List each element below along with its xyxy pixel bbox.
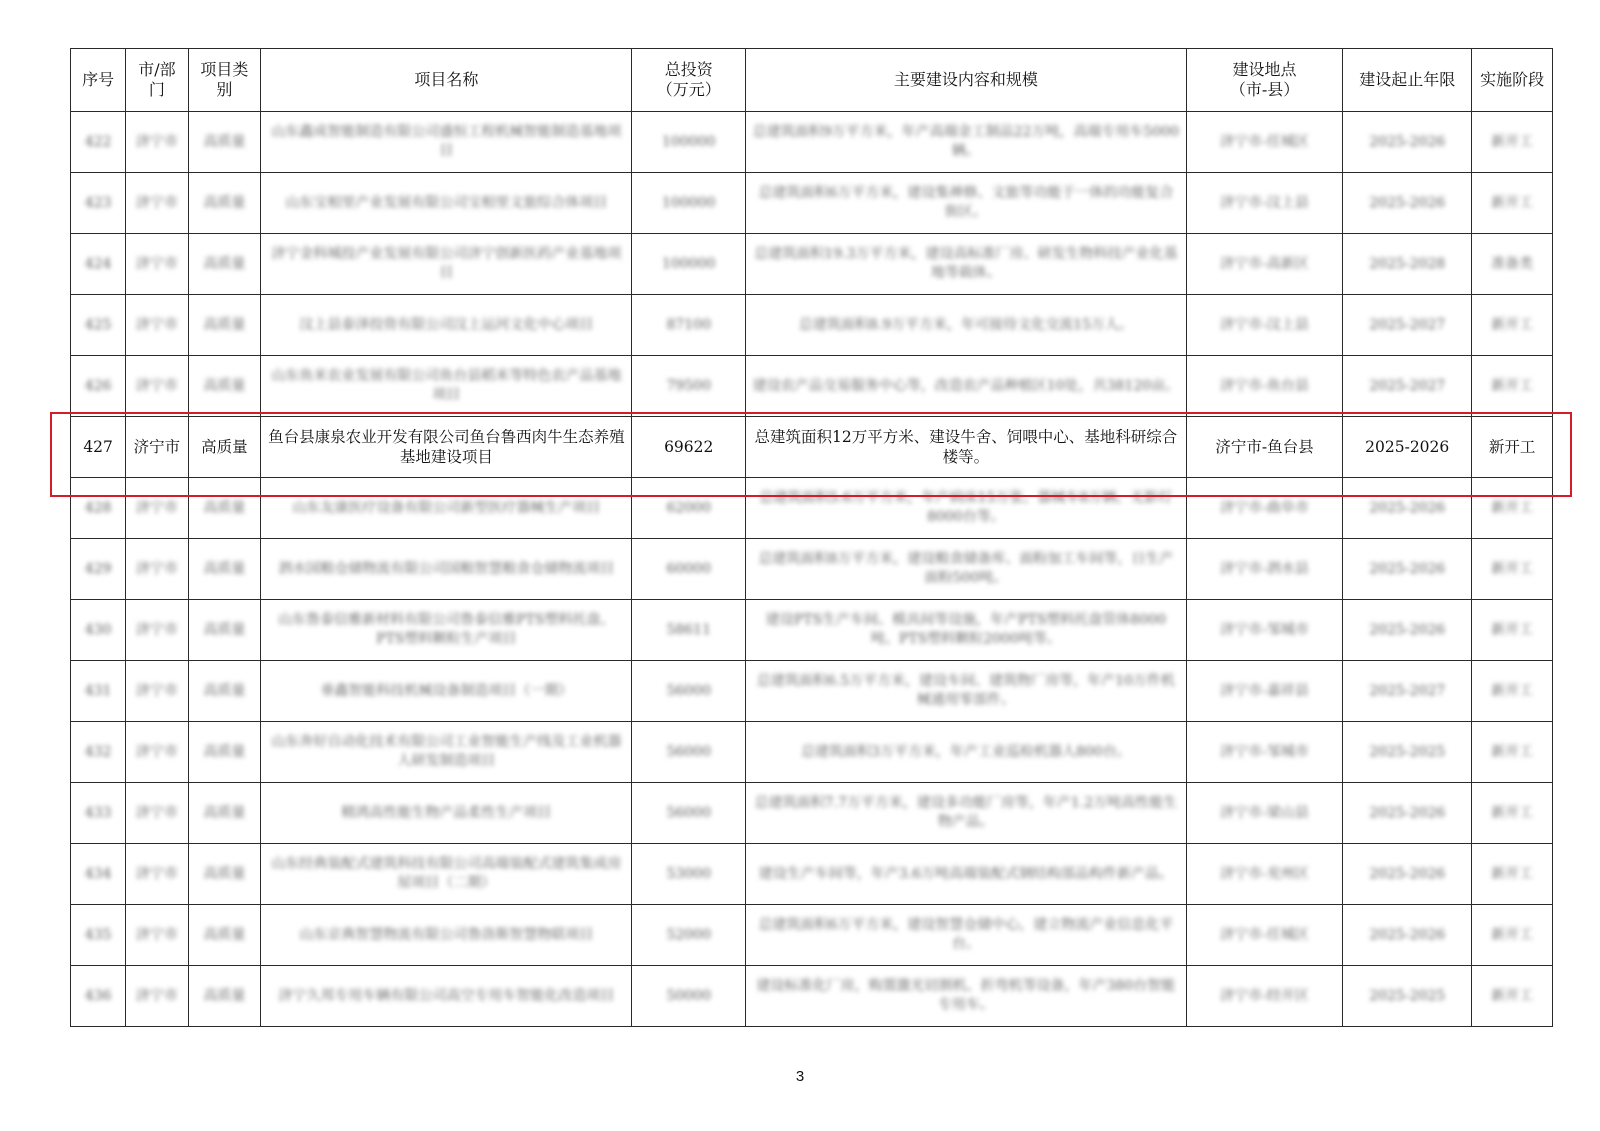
cell-investment bbox=[632, 600, 746, 661]
table-body bbox=[71, 112, 1553, 1027]
header-stage: 实施阶段 bbox=[1472, 49, 1553, 112]
cell-location-text: 济宁市-鱼台县 bbox=[1215, 438, 1314, 456]
cell-investment-text: 60000 bbox=[666, 560, 711, 577]
cell-stage-text: 新开工 bbox=[1491, 377, 1534, 394]
cell-investment-text: 62000 bbox=[666, 499, 711, 516]
cell-investment bbox=[632, 295, 746, 356]
cell-period bbox=[1343, 356, 1472, 417]
cell-category bbox=[188, 966, 261, 1027]
cell-stage-text: 新开工 bbox=[1491, 926, 1534, 943]
cell-seq bbox=[71, 966, 126, 1027]
cell-project-name-text: 山东宝相里产业发展有限公司宝相里文旅综合体项目 bbox=[285, 194, 608, 211]
table-row bbox=[71, 234, 1553, 295]
cell-project-name bbox=[261, 417, 632, 478]
cell-content-scale-text: 总建筑面积8万平方米，建设粮食储备库、面粉加工车间等，日生产面粉500吨。 bbox=[758, 551, 1174, 586]
cell-location bbox=[1186, 234, 1342, 295]
cell-location-text: 济宁市-高新区 bbox=[1220, 255, 1309, 272]
cell-stage bbox=[1472, 844, 1553, 905]
cell-content-scale-text: 总建筑面积3万平方米，年产工业巡检机器人800台。 bbox=[801, 743, 1131, 760]
cell-stage-text: 新开工 bbox=[1491, 621, 1534, 638]
cell-city-dept-text: 济宁市 bbox=[135, 865, 178, 882]
cell-investment bbox=[632, 478, 746, 539]
cell-investment bbox=[632, 722, 746, 783]
cell-content-scale-text: 建设农产品交易服务中心等，改造农产品种植区10处，共38120亩。 bbox=[752, 377, 1180, 394]
cell-stage-text: 新开工 bbox=[1491, 499, 1534, 516]
cell-city-dept bbox=[126, 722, 188, 783]
cell-category bbox=[188, 417, 261, 478]
cell-seq bbox=[71, 539, 126, 600]
cell-stage-text: 新开工 bbox=[1491, 865, 1534, 882]
cell-project-name-text: 山东京典智慧物流有限公司鲁洛斯智慧物联项目 bbox=[299, 926, 594, 943]
cell-location bbox=[1186, 539, 1342, 600]
cell-seq bbox=[71, 478, 126, 539]
cell-investment-text: 53000 bbox=[666, 865, 711, 882]
cell-category bbox=[188, 844, 261, 905]
cell-project-name-text: 济宁金科城投产业发展有限公司济宁创新医药产业基地项目 bbox=[271, 246, 622, 281]
cell-period-text: 2025-2026 bbox=[1369, 804, 1446, 821]
cell-investment-text: 69622 bbox=[664, 438, 714, 456]
cell-period-text: 2025-2026 bbox=[1369, 621, 1446, 638]
page-number: 3 bbox=[795, 1068, 805, 1085]
cell-period-text: 2025-2025 bbox=[1369, 743, 1446, 760]
cell-investment bbox=[632, 905, 746, 966]
cell-content-scale-text: 总建筑面积7.7万平方米，建设多功能厂房等，年产1.2万吨高性能生物产品。 bbox=[754, 795, 1178, 830]
cell-seq bbox=[71, 661, 126, 722]
cell-seq bbox=[71, 844, 126, 905]
cell-content-scale bbox=[745, 417, 1186, 478]
cell-category-text: 高质量 bbox=[203, 194, 246, 211]
cell-location bbox=[1186, 783, 1342, 844]
cell-period-text: 2025-2026 bbox=[1369, 194, 1446, 211]
cell-period bbox=[1343, 112, 1472, 173]
cell-investment-text: 100000 bbox=[662, 194, 716, 211]
cell-period bbox=[1343, 905, 1472, 966]
cell-city-dept-text: 济宁市 bbox=[135, 743, 178, 760]
cell-stage-text: 新开工 bbox=[1491, 987, 1534, 1004]
header-row bbox=[71, 49, 1553, 112]
cell-location-text: 济宁市-曲阜市 bbox=[1220, 499, 1309, 516]
cell-stage bbox=[1472, 783, 1553, 844]
cell-stage bbox=[1472, 600, 1553, 661]
cell-location bbox=[1186, 600, 1342, 661]
cell-category-text: 高质量 bbox=[203, 255, 246, 272]
cell-period-text: 2025-2026 bbox=[1369, 499, 1446, 516]
table-row bbox=[71, 722, 1553, 783]
cell-stage-text: 新开工 bbox=[1491, 682, 1534, 699]
cell-city-dept bbox=[126, 234, 188, 295]
cell-category-text: 高质量 bbox=[203, 926, 246, 943]
cell-period bbox=[1343, 417, 1472, 478]
cell-location bbox=[1186, 722, 1342, 783]
header-content-scale: 主要建设内容和规模 bbox=[745, 49, 1186, 112]
cell-project-name-text: 山东奔好自动化技术有限公司工业智能生产线及工业机器人研发制造项目 bbox=[271, 734, 622, 769]
table-row bbox=[71, 295, 1553, 356]
header-location: 建设地点 （市-县） bbox=[1186, 49, 1342, 112]
cell-location-text: 济宁市-邹城市 bbox=[1220, 743, 1309, 760]
cell-investment bbox=[632, 783, 746, 844]
cell-location-text: 济宁市-兖州区 bbox=[1220, 865, 1309, 882]
cell-city-dept bbox=[126, 661, 188, 722]
cell-location bbox=[1186, 356, 1342, 417]
table-row bbox=[71, 905, 1553, 966]
cell-seq-text: 426 bbox=[84, 377, 112, 394]
cell-seq-text: 428 bbox=[84, 499, 112, 516]
cell-investment bbox=[632, 966, 746, 1027]
cell-stage bbox=[1472, 722, 1553, 783]
cell-seq-text: 425 bbox=[84, 316, 112, 333]
cell-seq-text: 422 bbox=[84, 133, 112, 150]
cell-city-dept-text: 济宁市 bbox=[135, 987, 178, 1004]
cell-stage-text: 新开工 bbox=[1491, 194, 1534, 211]
cell-period-text: 2025-2027 bbox=[1369, 682, 1446, 699]
cell-location-text: 济宁市-邹城市 bbox=[1220, 621, 1309, 638]
cell-stage bbox=[1472, 478, 1553, 539]
cell-location-text: 济宁市-汶上县 bbox=[1220, 316, 1309, 333]
cell-location-text: 济宁市-梁山县 bbox=[1220, 804, 1309, 821]
cell-period-text: 2025-2026 bbox=[1369, 865, 1446, 882]
cell-content-scale-text: 总建筑面积6万平方米，建设集禅修、文旅等功能于一体的功能复合街区。 bbox=[758, 185, 1174, 220]
cell-location-text: 济宁市-任城区 bbox=[1220, 133, 1309, 150]
cell-city-dept bbox=[126, 966, 188, 1027]
cell-seq-text: 427 bbox=[83, 438, 113, 456]
cell-content-scale bbox=[745, 539, 1186, 600]
cell-investment-text: 56000 bbox=[666, 682, 711, 699]
cell-city-dept-text: 济宁市 bbox=[135, 133, 178, 150]
cell-project-name bbox=[261, 539, 632, 600]
cell-category bbox=[188, 722, 261, 783]
table-row bbox=[71, 661, 1553, 722]
cell-category-text: 高质量 bbox=[201, 438, 248, 456]
cell-project-name-text: 山东鱼米农业发展有限公司鱼台县稻米等特色农产品基地项目 bbox=[271, 368, 622, 403]
cell-category-text: 高质量 bbox=[203, 987, 246, 1004]
cell-location bbox=[1186, 844, 1342, 905]
cell-content-scale-text: 建设生产车间等，年产3.6万吨高端装配式钢结构部品构件新产品。 bbox=[758, 865, 1174, 882]
cell-content-scale-text: 总建筑面积12万平方米、建设牛舍、饲喂中心、基地科研综合楼等。 bbox=[754, 428, 1178, 466]
table-row bbox=[71, 966, 1553, 1027]
cell-content-scale-text: 总建筑面积6万平方米，建设智慧仓储中心，建立物流产业信息化平台。 bbox=[758, 917, 1174, 952]
table-row bbox=[71, 356, 1553, 417]
cell-city-dept bbox=[126, 173, 188, 234]
cell-seq-text: 435 bbox=[84, 926, 112, 943]
cell-city-dept bbox=[126, 844, 188, 905]
cell-stage bbox=[1472, 539, 1553, 600]
cell-city-dept-text: 济宁市 bbox=[135, 926, 178, 943]
cell-investment-text: 58611 bbox=[666, 621, 711, 638]
cell-period-text: 2025-2026 bbox=[1369, 560, 1446, 577]
cell-investment bbox=[632, 844, 746, 905]
cell-city-dept bbox=[126, 295, 188, 356]
cell-content-scale bbox=[745, 356, 1186, 417]
table-header bbox=[71, 49, 1553, 112]
cell-seq bbox=[71, 173, 126, 234]
cell-seq bbox=[71, 783, 126, 844]
cell-project-name-text: 泗水国粮仓储物流有限公司国粮智慧粮食仓储物流项目 bbox=[278, 560, 615, 577]
cell-investment-text: 100000 bbox=[662, 255, 716, 272]
cell-content-scale-text: 建设标准化厂房，购置激光切割机、折弯机等设备，年产380台智能专用车。 bbox=[756, 978, 1176, 1013]
cell-investment-text: 79500 bbox=[666, 377, 711, 394]
cell-content-scale-text: 建设PTS生产车间、模具间等设施，年产PTS塑料托盘管体8000吨、PTS塑料颗粒2000吨等。 bbox=[765, 612, 1167, 647]
cell-period bbox=[1343, 539, 1472, 600]
cell-location bbox=[1186, 966, 1342, 1027]
cell-stage-text: 准备类 bbox=[1491, 255, 1534, 272]
cell-category bbox=[188, 539, 261, 600]
cell-seq-text: 423 bbox=[84, 194, 112, 211]
cell-city-dept-text: 济宁市 bbox=[135, 682, 178, 699]
cell-project-name bbox=[261, 295, 632, 356]
header-project-name: 项目名称 bbox=[261, 49, 632, 112]
cell-city-dept bbox=[126, 539, 188, 600]
cell-period bbox=[1343, 661, 1472, 722]
cell-stage bbox=[1472, 417, 1553, 478]
cell-project-name-text: 鱼台县康泉农业开发有限公司鱼台鲁西肉牛生态养殖基地建设项目 bbox=[268, 428, 625, 466]
table-row bbox=[71, 844, 1553, 905]
cell-category-text: 高质量 bbox=[203, 743, 246, 760]
cell-category bbox=[188, 112, 261, 173]
cell-category-text: 高质量 bbox=[203, 621, 246, 638]
cell-content-scale bbox=[745, 722, 1186, 783]
cell-investment-text: 52000 bbox=[666, 926, 711, 943]
cell-location bbox=[1186, 295, 1342, 356]
cell-category bbox=[188, 234, 261, 295]
cell-period-text: 2025-2025 bbox=[1369, 987, 1446, 1004]
cell-city-dept bbox=[126, 478, 188, 539]
cell-period-text: 2025-2027 bbox=[1369, 316, 1446, 333]
header-category: 项目类别 bbox=[188, 49, 261, 112]
header-period: 建设起止年限 bbox=[1343, 49, 1472, 112]
cell-period bbox=[1343, 844, 1472, 905]
cell-seq-text: 433 bbox=[84, 804, 112, 821]
cell-investment-text: 56000 bbox=[666, 743, 711, 760]
cell-content-scale bbox=[745, 783, 1186, 844]
cell-content-scale bbox=[745, 295, 1186, 356]
cell-period bbox=[1343, 173, 1472, 234]
cell-content-scale bbox=[745, 173, 1186, 234]
cell-project-name bbox=[261, 905, 632, 966]
cell-seq-text: 424 bbox=[84, 255, 112, 272]
cell-seq-text: 434 bbox=[84, 865, 112, 882]
cell-location bbox=[1186, 417, 1342, 478]
cell-category-text: 高质量 bbox=[203, 865, 246, 882]
cell-category bbox=[188, 783, 261, 844]
cell-seq-text: 429 bbox=[84, 560, 112, 577]
cell-stage bbox=[1472, 295, 1553, 356]
cell-period bbox=[1343, 966, 1472, 1027]
cell-seq bbox=[71, 722, 126, 783]
cell-stage-text: 新开工 bbox=[1491, 560, 1534, 577]
cell-category bbox=[188, 478, 261, 539]
cell-stage bbox=[1472, 356, 1553, 417]
cell-content-scale-text: 总建筑面积8.9万平方米，年可接待文化交流15万人。 bbox=[798, 316, 1133, 333]
cell-content-scale bbox=[745, 661, 1186, 722]
cell-content-scale bbox=[745, 600, 1186, 661]
cell-stage bbox=[1472, 234, 1553, 295]
header-city-dept: 市/部门 bbox=[126, 49, 188, 112]
cell-project-name-text: 山东友康医疗设备有限公司新型医疗器械生产项目 bbox=[292, 499, 601, 516]
cell-content-scale-text: 总建筑面积19.3万平方米，建设高标准厂房、研发生物科技产业化基地等载体。 bbox=[754, 246, 1178, 281]
cell-seq bbox=[71, 905, 126, 966]
cell-period bbox=[1343, 295, 1472, 356]
cell-category-text: 高质量 bbox=[203, 804, 246, 821]
cell-seq bbox=[71, 234, 126, 295]
cell-project-name bbox=[261, 478, 632, 539]
cell-location bbox=[1186, 173, 1342, 234]
cell-city-dept-text: 济宁市 bbox=[133, 438, 181, 456]
cell-stage bbox=[1472, 905, 1553, 966]
cell-content-scale bbox=[745, 844, 1186, 905]
cell-content-scale bbox=[745, 478, 1186, 539]
header-seq: 序号 bbox=[71, 49, 126, 112]
cell-category bbox=[188, 661, 261, 722]
cell-project-name bbox=[261, 844, 632, 905]
table-row bbox=[71, 112, 1553, 173]
table-row-highlighted bbox=[71, 417, 1553, 478]
cell-city-dept-text: 济宁市 bbox=[135, 560, 178, 577]
cell-investment bbox=[632, 417, 746, 478]
cell-seq bbox=[71, 417, 126, 478]
table-row bbox=[71, 783, 1553, 844]
table-row bbox=[71, 173, 1553, 234]
cell-stage bbox=[1472, 966, 1553, 1027]
cell-stage-text: 新开工 bbox=[1488, 438, 1536, 456]
cell-period bbox=[1343, 600, 1472, 661]
cell-city-dept bbox=[126, 783, 188, 844]
cell-project-name-text: 山东鲁泰信雅新材料有限公司鲁泰信雅PTS塑料托盘、PTS塑料颗粒生产项目 bbox=[278, 612, 615, 647]
cell-location bbox=[1186, 905, 1342, 966]
cell-period bbox=[1343, 722, 1472, 783]
cell-period-text: 2025-2026 bbox=[1369, 926, 1446, 943]
cell-project-name-text: 山东经典装配式建筑科技有限公司高端装配式建筑集成房屋项目（二期） bbox=[271, 856, 622, 891]
cell-city-dept-text: 济宁市 bbox=[135, 316, 178, 333]
cell-location-text: 济宁市-经开区 bbox=[1220, 987, 1309, 1004]
cell-investment bbox=[632, 356, 746, 417]
cell-seq-text: 432 bbox=[84, 743, 112, 760]
cell-city-dept bbox=[126, 112, 188, 173]
cell-stage-text: 新开工 bbox=[1491, 316, 1534, 333]
cell-category bbox=[188, 905, 261, 966]
cell-category bbox=[188, 356, 261, 417]
cell-location bbox=[1186, 112, 1342, 173]
cell-seq bbox=[71, 112, 126, 173]
table-row bbox=[71, 478, 1553, 539]
cell-project-name bbox=[261, 966, 632, 1027]
cell-period-text: 2025-2026 bbox=[1365, 438, 1450, 456]
cell-city-dept bbox=[126, 417, 188, 478]
cell-category-text: 高质量 bbox=[203, 133, 246, 150]
cell-city-dept-text: 济宁市 bbox=[135, 499, 178, 516]
cell-stage bbox=[1472, 173, 1553, 234]
cell-content-scale bbox=[745, 905, 1186, 966]
cell-content-scale bbox=[745, 234, 1186, 295]
cell-project-name-text: 汶上县泰泽投资有限公司汶上运河文化中心项目 bbox=[299, 316, 594, 333]
cell-location bbox=[1186, 478, 1342, 539]
cell-project-name-text: 垂鑫智能科技机械设备制造项目（一期） bbox=[320, 682, 573, 699]
cell-investment-text: 100000 bbox=[662, 133, 716, 150]
cell-content-scale-text: 总建筑面积5.6万平方米，年产病床15万张、器械车8万辆、无影灯8000台等。 bbox=[759, 490, 1173, 525]
cell-city-dept bbox=[126, 600, 188, 661]
cell-investment bbox=[632, 539, 746, 600]
cell-city-dept-text: 济宁市 bbox=[135, 804, 178, 821]
cell-project-name bbox=[261, 783, 632, 844]
cell-category-text: 高质量 bbox=[203, 377, 246, 394]
cell-project-name bbox=[261, 173, 632, 234]
cell-category-text: 高质量 bbox=[203, 316, 246, 333]
cell-category-text: 高质量 bbox=[203, 499, 246, 516]
cell-project-name bbox=[261, 722, 632, 783]
cell-location-text: 济宁市-泗水县 bbox=[1220, 560, 1309, 577]
cell-investment bbox=[632, 173, 746, 234]
cell-investment bbox=[632, 112, 746, 173]
cell-seq-text: 436 bbox=[84, 987, 112, 1004]
cell-investment-text: 56000 bbox=[666, 804, 711, 821]
cell-period-text: 2025-2027 bbox=[1369, 377, 1446, 394]
cell-project-name bbox=[261, 112, 632, 173]
cell-investment bbox=[632, 661, 746, 722]
cell-project-name-text: 济宁久邦专用车辆有限公司高空专用车智能化改造项目 bbox=[278, 987, 615, 1004]
cell-stage bbox=[1472, 661, 1553, 722]
cell-city-dept bbox=[126, 905, 188, 966]
table-row bbox=[71, 539, 1553, 600]
cell-stage-text: 新开工 bbox=[1491, 743, 1534, 760]
cell-seq bbox=[71, 295, 126, 356]
table-row bbox=[71, 600, 1553, 661]
project-table bbox=[70, 48, 1553, 1027]
cell-city-dept-text: 济宁市 bbox=[135, 377, 178, 394]
cell-category-text: 高质量 bbox=[203, 682, 246, 699]
cell-investment-text: 87100 bbox=[666, 316, 711, 333]
cell-seq bbox=[71, 600, 126, 661]
header-investment: 总投资 （万元） bbox=[632, 49, 746, 112]
cell-city-dept-text: 济宁市 bbox=[135, 194, 178, 211]
cell-content-scale bbox=[745, 966, 1186, 1027]
cell-project-name bbox=[261, 600, 632, 661]
cell-stage-text: 新开工 bbox=[1491, 804, 1534, 821]
cell-category bbox=[188, 295, 261, 356]
cell-city-dept-text: 济宁市 bbox=[135, 255, 178, 272]
cell-period-text: 2025-2028 bbox=[1369, 255, 1446, 272]
cell-period bbox=[1343, 478, 1472, 539]
cell-seq-text: 430 bbox=[84, 621, 112, 638]
cell-project-name bbox=[261, 356, 632, 417]
cell-project-name bbox=[261, 661, 632, 722]
cell-location bbox=[1186, 661, 1342, 722]
cell-content-scale-text: 总建筑面积6.5万平方米，建设车间、建筑物厂房等，年产10万件机械通用零部件。 bbox=[756, 673, 1175, 708]
cell-city-dept bbox=[126, 356, 188, 417]
cell-project-name-text: 山东鑫成智能制造有限公司盛恒工程机械智能制造基地项目 bbox=[271, 124, 622, 159]
cell-stage bbox=[1472, 112, 1553, 173]
cell-period bbox=[1343, 783, 1472, 844]
cell-content-scale bbox=[745, 112, 1186, 173]
cell-location-text: 济宁市-任城区 bbox=[1220, 926, 1309, 943]
cell-investment-text: 50000 bbox=[666, 987, 711, 1004]
cell-project-name bbox=[261, 234, 632, 295]
cell-location-text: 济宁市-鱼台县 bbox=[1220, 377, 1309, 394]
cell-period-text: 2025-2026 bbox=[1369, 133, 1446, 150]
cell-location-text: 济宁市-汶上县 bbox=[1220, 194, 1309, 211]
cell-category-text: 高质量 bbox=[203, 560, 246, 577]
cell-project-name-text: 精鸿高性能生物产品柔性生产项目 bbox=[341, 804, 552, 821]
cell-category bbox=[188, 173, 261, 234]
cell-investment bbox=[632, 234, 746, 295]
cell-seq-text: 431 bbox=[84, 682, 112, 699]
cell-seq bbox=[71, 356, 126, 417]
cell-content-scale-text: 总建筑面积9万平方米，年产高端金工制品22万吨，高端专用车5000辆。 bbox=[752, 124, 1180, 159]
cell-stage-text: 新开工 bbox=[1491, 133, 1534, 150]
cell-city-dept-text: 济宁市 bbox=[135, 621, 178, 638]
cell-category bbox=[188, 600, 261, 661]
cell-period bbox=[1343, 234, 1472, 295]
cell-location-text: 济宁市-嘉祥县 bbox=[1220, 682, 1309, 699]
